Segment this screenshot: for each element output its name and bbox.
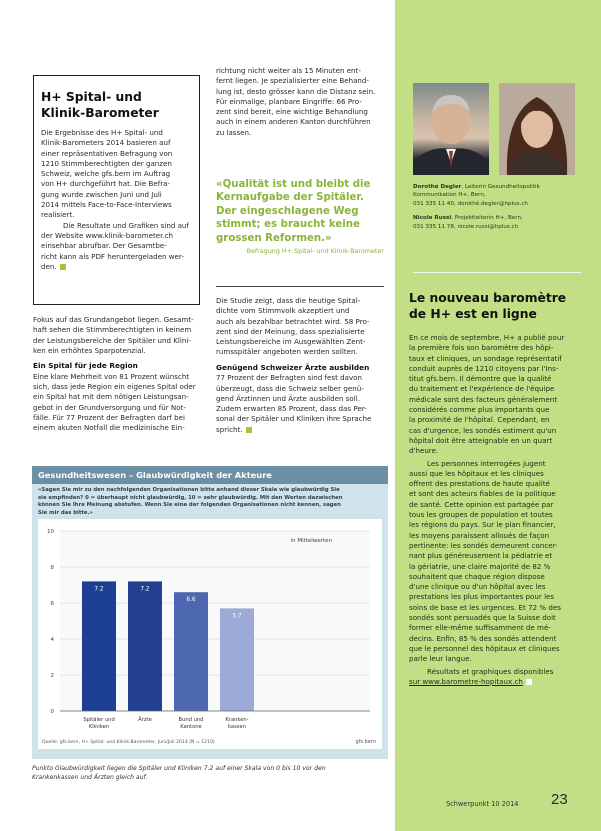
info-box-text: Die Ergebnisse des H+ Spital- und Klinik-Barometers 2014 basieren auf einer repräsentativen Befragung von 1210 Stimmberechtigten der ganzen Schweiz, welche gfs.bern im Auftrag von H+ durchgeführt hat. Die Befra- gung wurde zwischen Juni und Juli 2014 mittels Face-to-Face-Interviews realisiert. Die Resultate und Grafiken sind auf der Website www.klinik-barometer.ch einsehbar abrufbar. Der Gesamtbe- richt kann als PDF heruntergeladen wer- den. [41, 128, 195, 272]
bar [82, 581, 116, 711]
chart-header: Gesundheitswesen – Glaubwürdigkeit der Akteure [32, 466, 388, 484]
portrait-photo-woman [499, 83, 575, 175]
bar [220, 608, 254, 711]
barometer-link-line[interactable]: der Website www.klinik-barometer.ch [41, 230, 174, 240]
contact-info: Dorothé Degler, Leiterin Gesundheitspolitik Kommunikation H+, Bern, 031 335 11 40, dorothé.degler@hplus.ch Nicole Russi, Projektleiterin H+, Bern, 031 335 11 78, nicole.russi@hplus.ch [413, 183, 595, 231]
y-tick-label: 0 [50, 709, 54, 715]
bar [128, 581, 162, 711]
bar-chart [38, 519, 382, 749]
y-tick-label: 2 [50, 673, 54, 679]
pull-quote: «Qualität ist und bleibt die Kernaufgabe der Spitäler. Der eingeschlagene Weg stimmt; es braucht keine grossen Reformen.» [216, 179, 371, 244]
bar-value-label: 5.7 [232, 613, 242, 620]
divider-line [216, 286, 384, 287]
legend-label: in Mittelwerten [290, 537, 332, 544]
contact-link-1[interactable]: 031 335 11 40, dorothé.degler@hplus.ch [413, 200, 528, 207]
y-tick-label: 10 [47, 529, 54, 535]
bar-value-label: 6.6 [186, 597, 196, 604]
info-box [33, 75, 200, 305]
contact-link-2[interactable]: 031 335 11 78, nicole.russi@hplus.ch [413, 223, 519, 230]
category-label: Bund und [178, 717, 204, 723]
category-label: Ärzte [138, 717, 152, 723]
y-tick-label: 6 [50, 601, 54, 607]
bar [174, 592, 208, 711]
end-square-icon [526, 679, 532, 685]
category-label: Kliniken [88, 724, 110, 730]
sidebar-text: En ce mois de septembre, H+ a publié pour la première fois son baromètre des hôpi- taux et cliniques, un sondage représentatif conduit auprès de 1210 citoyens par l'Ins- titut gfs.bern. Il démontre que la qualité du traitement et l'expérience de l'équipe médicale sont des facteurs généralement considérés comme plus importants que la proximité de l'hôpital. Cependant, en cas d'urgence, les sondés estiment qu'un hôpital doit être atteignable en un quart d'heure. Les personnes interrogées jugent aussi que les hôpitaux et les cliniques offrent des prestations de haute qualité et sont des acteurs fiables de la politique de santé. Cette opinion est partagée par tous les groupes de population et toutes les régions du pays. Sur le plan financier, les moyens paraissent alloués de façon pertinente: les sondés demeurent concer- nant plus généreusement la pédiatrie et la gériatrie, une claire majorité de 82 % souhaitent que chaque région dispose d'une clinique ou d'un hôpital avec les prestations les plus importantes pour les soins de base et les urgences. Et 72 % des sondés sont persuadés que la Suisse doit former elle-même suffisamment de mé- decins. Enfin, 85 % des sondés attendent que le personnel des hôpitaux et cliniques parle leur langue. Résultats et graphiques disponibles sur www.barometre-hopitaux.ch [409, 333, 565, 686]
end-square-icon [246, 427, 252, 433]
y-tick-label: 8 [50, 565, 54, 571]
sidebar-panel [395, 0, 601, 831]
middle-column-top: richtung nicht weiter als 15 Minuten ent- fernt liegen. Je spezialisierter eine Behand- lung ist, desto grösser kann die Distanz sein. Für einmalige, planbare Eingriffe: 66 Pro- zent sind bereit, eine wichtige Behandlung auch in einem anderen Kanton durchführen zu lassen. [216, 66, 376, 137]
bar-value-label: 7.2 [140, 586, 150, 593]
chart-caption: Punkto Glaubwürdigkeit liegen die Spitäler und Kliniken 7.2 auf einer Skala von 0 bis 10 vor den Krankenkassen und Ärzten gleich auf. [32, 765, 326, 781]
chart-box [32, 466, 388, 759]
subhead-region: Ein Spital für jede Region [33, 361, 138, 371]
portrait-photo-man [413, 83, 489, 175]
category-label: Spitäler und [83, 717, 115, 723]
chart-source: Quelle: gfs.bern, H+ Spital- und Klinik-Barometer, Juni/Juli 2014 (N = 1210) [42, 740, 215, 745]
divider-line [413, 272, 581, 273]
bar-value-label: 7.2 [94, 586, 104, 593]
category-label: kassen [228, 724, 246, 730]
sidebar-title: Le nouveau baromètre de H+ est en ligne [409, 291, 567, 321]
quote-source: Befragung H+ Spital- und Klinik-Barometer [246, 247, 384, 255]
footer-issue: Schwerpunkt 10 2014 [446, 800, 519, 808]
gfs-logo: gfs.bern [355, 739, 376, 745]
barometre-link[interactable]: sur www.barometre-hopitaux.ch [409, 676, 523, 686]
category-label: Kantone [180, 724, 202, 730]
chart-panel [38, 519, 382, 749]
left-column: Fokus auf das Grundangebot liegen. Gesamt- haft sehen die Stimmberechtigten in keinem der Leistungsbereiche der Spitäler und Klini- ken ein erhöhtes Sparpotenzial. Ein Spital für jede Region Eine klare Mehrheit von 81 Prozent wünscht sich, dass jede Region ein eigenes Spital oder ein Spital hat mit dem nötigen Leistungsan- gebot in der Grundversorgung und für Not- fälle. Für 77 Prozent der Befragten darf bei einem akuten Notfall die medizinische Ein- [33, 315, 200, 433]
page-number: 23 [551, 791, 568, 808]
subhead-aerzte: Genügend Schweizer Ärzte ausbilden [216, 362, 370, 372]
y-tick-label: 4 [50, 637, 54, 643]
category-label: Kranken- [225, 717, 249, 723]
end-square-icon [60, 264, 66, 270]
chart-question: «Sagen Sie mir zu den nachfolgenden Organisationen bitte anhand dieser Skala wie glaubwürdig Sie sie empfinden? 0 = überhaupt nicht glaubwürdig, 10 = sehr glaubwürdig. Mit den Werten dazwischen können Sie Ihre Meinung abstufen. Wenn Sie eine der folgenden Organisationen nicht kennen, sagen Sie mir das bitte.» [38, 487, 343, 516]
info-box-title: H+ Spital- und Klinik-Barometer [41, 90, 159, 120]
middle-column-bottom: Die Studie zeigt, dass die heutige Spital- dichte vom Stimmvolk akzeptiert und auch als bezahlbar betrachtet wird. 58 Pro- zent sind der Meinung, dass spezialisierte Leistungsbereiche im Ausgewählten Zent- rumsspitäler angeboten werden sollten. Genügend Schweizer Ärzte ausbilden 77 Prozent der Befragten sind fest davon überzeugt, dass die Schweiz selber genü- gend Ärztinnen und Ärzte ausbilden soll. Zudem erwarten 85 Prozent, dass das Per- sonal der Spitäler und Kliniken ihre Sprache spricht. [216, 296, 384, 435]
